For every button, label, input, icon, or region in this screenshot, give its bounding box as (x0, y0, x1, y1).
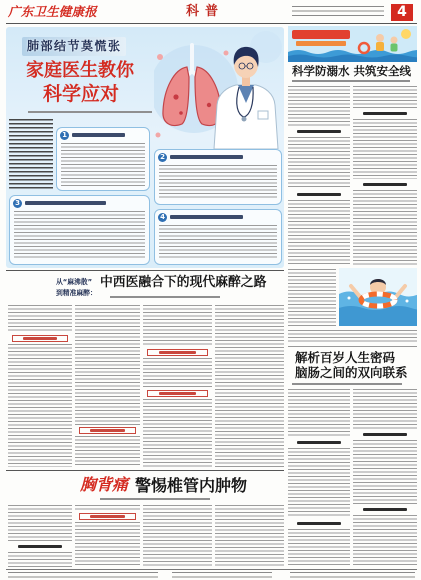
body-text (75, 505, 140, 511)
feature-intro-text (9, 119, 53, 191)
subheading (288, 128, 350, 135)
header-rule (6, 23, 417, 24)
drowning-body-text (288, 269, 336, 327)
anesthesia-column-4 (215, 305, 284, 467)
tip-number-badge: 1 (60, 131, 69, 140)
spine-column-4 (215, 505, 284, 567)
spine-title-highlight: 胸背痛 (80, 475, 129, 494)
tip-number-badge: 3 (13, 199, 22, 208)
body-text (8, 305, 72, 333)
body-text (8, 552, 72, 567)
centenarian-column-2 (353, 389, 417, 567)
body-text (8, 344, 72, 467)
tip-heading (170, 215, 243, 219)
footer-rule (6, 569, 417, 570)
feature-title-line1: 家庭医生教你 (26, 60, 134, 81)
anesthesia-kicker-line1: 从“麻沸散” (56, 278, 93, 286)
body-text (215, 305, 284, 467)
body-text (288, 137, 350, 189)
drowning-column-2 (353, 86, 417, 266)
dateline-text (292, 6, 384, 18)
body-text (143, 358, 212, 388)
subheading (288, 191, 350, 198)
feature-banner: 肺部结节莫慌张 (22, 37, 126, 56)
drowning-column-1 (288, 86, 350, 266)
body-text (75, 305, 140, 425)
spine-column-3 (143, 505, 212, 567)
centenarian-byline (292, 383, 402, 385)
page-number: 4 (391, 4, 413, 21)
subheading (288, 520, 350, 527)
body-text (353, 119, 417, 179)
subheading (12, 335, 68, 342)
subheading (79, 513, 136, 520)
subheading (353, 110, 417, 117)
body-text (288, 86, 350, 126)
tip-heading (72, 133, 125, 137)
drowning-header-illustration (288, 26, 417, 62)
body-text (353, 515, 417, 567)
body-text (288, 389, 350, 437)
body-text (353, 86, 417, 108)
anesthesia-kicker-line2: 到精准麻醉： (56, 289, 97, 297)
tip-card-2 (154, 149, 282, 205)
section-rule (288, 346, 417, 347)
anesthesia-byline (110, 296, 220, 298)
body-text (215, 505, 284, 567)
subheading (353, 431, 417, 438)
footer-text (172, 572, 272, 578)
anesthesia-column-3 (143, 305, 212, 467)
body-text (143, 305, 212, 347)
centenarian-title-line2: 脑肠之间的双向联系 (295, 365, 408, 380)
drowning-byline (292, 80, 410, 82)
tip-heading (170, 155, 243, 159)
subheading (79, 427, 136, 434)
centenarian-column-1 (288, 389, 350, 567)
body-text (75, 436, 140, 467)
section-title: 科普 (186, 4, 225, 19)
spine-column-1 (8, 505, 72, 567)
spine-column-2 (75, 505, 140, 567)
tip-card-3 (9, 195, 150, 265)
section-rule (6, 470, 284, 471)
body-text (288, 200, 350, 266)
section-rule (6, 270, 284, 271)
masthead-logo: 广东卫生健康报 (8, 4, 97, 19)
tip-number-badge: 2 (158, 153, 167, 162)
tip-body-text (159, 225, 277, 260)
tip-card-1 (56, 127, 150, 191)
subheading (8, 543, 72, 550)
tip-number-badge: 4 (158, 213, 167, 222)
doctor-lung-illustration (154, 27, 284, 149)
body-text (143, 505, 212, 567)
footer-text (290, 572, 415, 578)
anesthesia-article-title: 中西医融合下的现代麻醉之路 (100, 275, 267, 290)
subheading (288, 439, 350, 446)
body-text (353, 190, 417, 266)
drowning-body-text (288, 330, 417, 344)
anesthesia-column-2 (75, 305, 140, 467)
centenarian-title-line1: 解析百岁人生密码 (295, 350, 396, 365)
drowning-article-title: 科学防溺水 共筑安全线 (292, 64, 412, 78)
spine-byline (100, 498, 210, 500)
body-text (353, 440, 417, 504)
subheading (147, 390, 208, 397)
tip-body-text (159, 165, 277, 200)
body-text (288, 529, 350, 567)
subheading (353, 506, 417, 513)
subheading (353, 181, 417, 188)
body-text (75, 522, 140, 567)
swimmer-illustration (339, 268, 417, 326)
body-text (353, 389, 417, 429)
body-text (8, 505, 72, 541)
body-text (288, 448, 350, 518)
tip-card-4 (154, 209, 282, 265)
tip-body-text (14, 211, 145, 260)
tip-body-text (61, 143, 145, 186)
feature-byline (28, 111, 152, 113)
footer-text (8, 572, 158, 578)
anesthesia-column-1 (8, 305, 72, 467)
tip-heading (25, 201, 106, 205)
lung-nodule-feature (6, 27, 284, 268)
body-text (143, 399, 212, 467)
subheading (147, 349, 208, 356)
feature-title-line2: 科学应对 (43, 83, 120, 105)
spine-article-title: 警惕椎管内肿物 (135, 476, 248, 495)
